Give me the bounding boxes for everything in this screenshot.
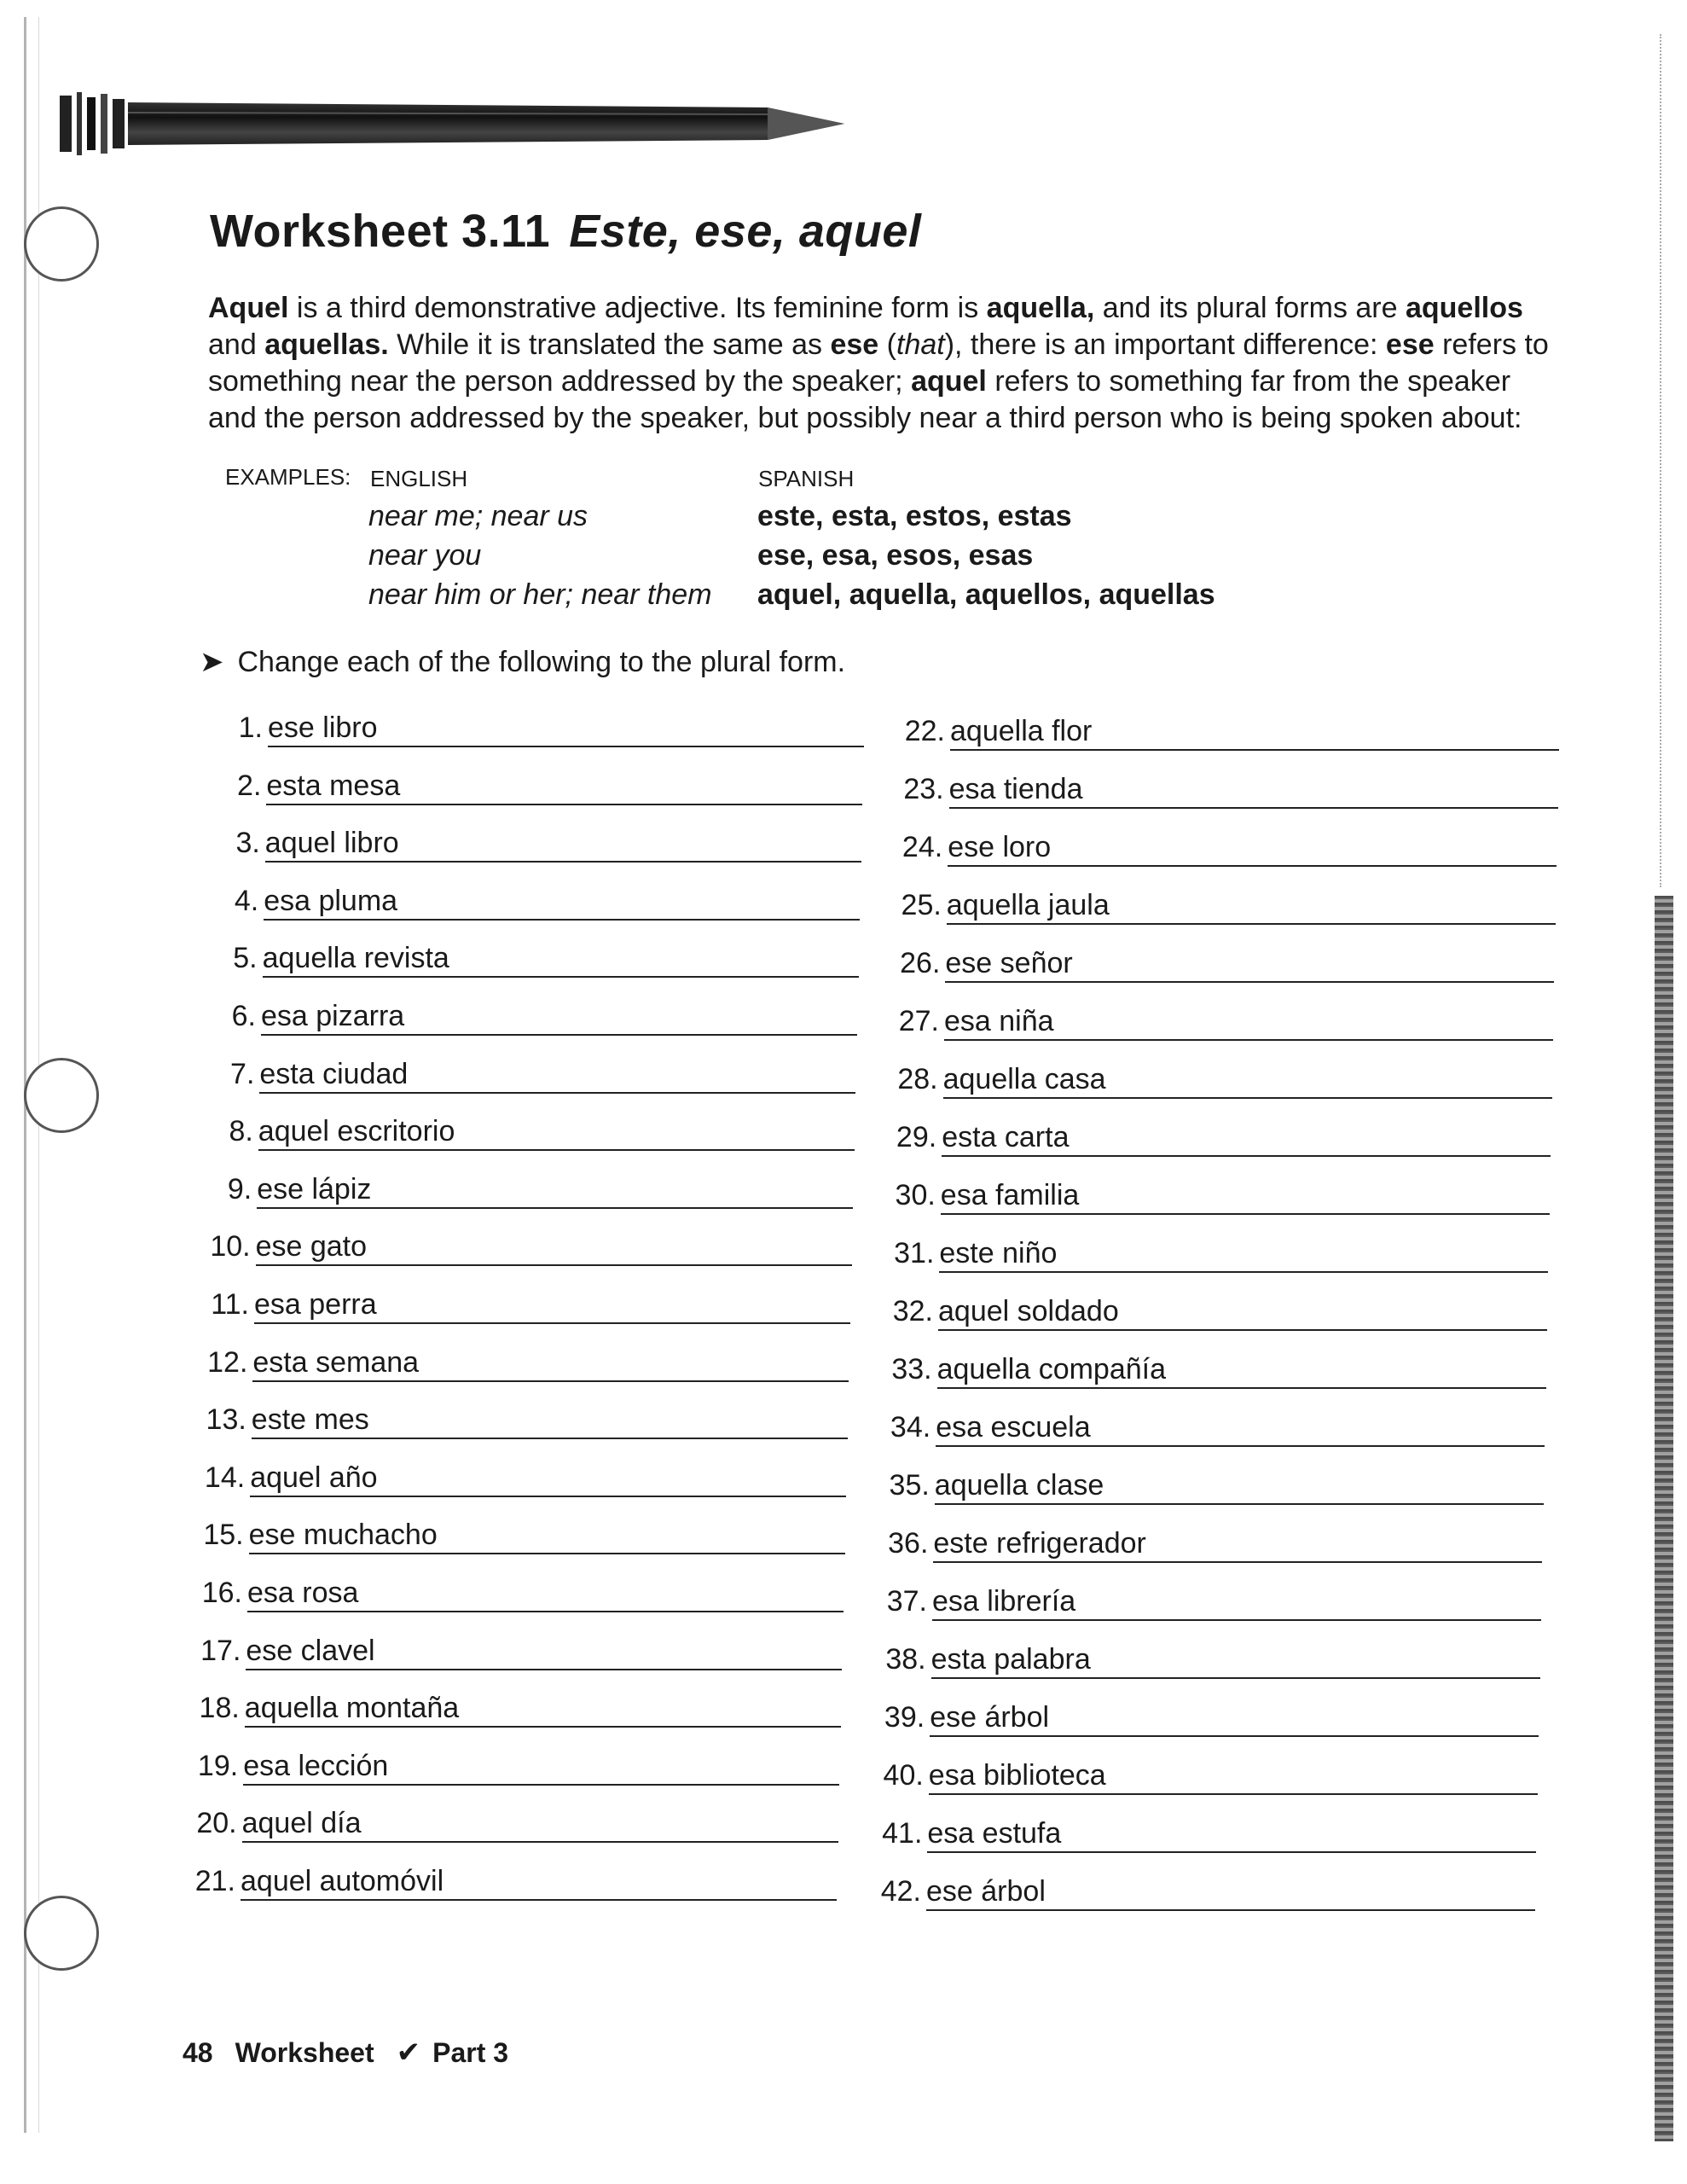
exercise-word: esa librería <box>932 1585 1079 1618</box>
exercise-number: 27. <box>898 1005 939 1037</box>
answer-line[interactable] <box>936 1445 1545 1447</box>
exercise-item <box>870 1875 1535 1920</box>
answer-line[interactable] <box>245 1726 841 1728</box>
exercise-word: ese lápiz <box>257 1173 374 1206</box>
intro-text: and <box>208 328 265 361</box>
answer-line[interactable] <box>942 1155 1551 1157</box>
example-english: near me; near us <box>368 500 588 532</box>
exercise-word: este mes <box>252 1403 373 1437</box>
answer-line[interactable] <box>950 749 1559 751</box>
exercise-word: este niño <box>939 1237 1060 1270</box>
exercise-item <box>883 1237 1548 1281</box>
exercise-item <box>209 827 861 871</box>
exercise-word: ese gato <box>256 1230 370 1263</box>
exercise-number: 40. <box>883 1759 924 1792</box>
answer-line[interactable] <box>947 923 1556 925</box>
exercise-number: 18. <box>199 1692 240 1725</box>
exercise-item <box>871 1817 1536 1862</box>
answer-line[interactable] <box>254 1322 850 1324</box>
exercise-number: 25. <box>901 889 942 921</box>
exercise-item <box>891 831 1557 875</box>
answer-line[interactable] <box>945 981 1554 983</box>
answer-line[interactable] <box>264 919 860 921</box>
exercise-word: ese muchacho <box>249 1519 441 1552</box>
exercise-word: esa familia <box>941 1179 1083 1212</box>
exercise-item <box>202 1115 855 1159</box>
exercise-number: 11. <box>211 1288 249 1321</box>
arrow-icon: ➤ <box>200 646 224 678</box>
exercise-number: 33. <box>891 1353 932 1385</box>
intro-term-aquel: aquel <box>911 365 987 398</box>
exercise-number: 10. <box>210 1230 251 1263</box>
intro-text: refers to something near the person addressed by the speaker; <box>208 328 1549 398</box>
exercise-number: 39. <box>884 1701 925 1734</box>
answer-line[interactable] <box>261 1034 857 1036</box>
binder-hole-top <box>24 206 99 282</box>
exercise-number: 14. <box>204 1461 246 1494</box>
answer-line[interactable] <box>259 1092 855 1094</box>
exercise-word: aquella revista <box>263 942 453 975</box>
exercise-item <box>184 1865 837 1909</box>
exercise-item <box>887 1063 1552 1107</box>
exercise-item <box>194 1461 846 1506</box>
exercise-number: 22. <box>904 715 945 747</box>
answer-line[interactable] <box>250 1496 846 1497</box>
exercise-number: 23. <box>903 773 944 805</box>
exercise-number: 1. <box>238 712 263 744</box>
answer-line[interactable] <box>931 1677 1540 1679</box>
exercise-number: 20. <box>196 1807 237 1840</box>
intro-term-aquellas: aquellas. <box>264 328 389 361</box>
checkmark-icon: ✔ <box>396 2036 421 2069</box>
exercise-number: 26. <box>900 947 941 979</box>
answer-line[interactable] <box>937 1387 1546 1389</box>
exercise-number: 24. <box>901 831 943 863</box>
exercise-number: 13. <box>206 1403 246 1437</box>
answer-line[interactable] <box>268 746 864 747</box>
exercise-item <box>203 1058 855 1102</box>
intro-term-aquellos: aquellos <box>1405 292 1523 324</box>
intro-paragraph <box>208 290 1556 437</box>
exercise-word: esta ciudad <box>259 1058 411 1091</box>
exercise-item <box>187 1750 839 1794</box>
exercise-word: esa escuela <box>936 1411 1093 1444</box>
exercise-number: 36. <box>888 1527 929 1560</box>
exercise-word: aquella flor <box>950 715 1095 748</box>
exercise-item <box>879 1411 1545 1455</box>
exercise-word: aquella jaula <box>947 889 1113 922</box>
example-english: near you <box>368 539 482 572</box>
exercise-item <box>206 942 859 986</box>
answer-line[interactable] <box>243 1784 839 1786</box>
answer-line[interactable] <box>944 1039 1553 1041</box>
exercise-item <box>210 770 862 814</box>
exercise-number: 3. <box>235 827 260 860</box>
exercise-word: aquella casa <box>943 1063 1110 1096</box>
exercise-item <box>872 1759 1538 1804</box>
exercise-word: esta palabra <box>931 1643 1094 1676</box>
example-spanish: aquel, aquella, aquellos, aquellas <box>757 578 1215 611</box>
exercise-word: ese señor <box>945 947 1075 980</box>
exercise-item <box>191 1577 844 1621</box>
answer-line[interactable] <box>949 807 1558 809</box>
exercise-item <box>193 1519 845 1563</box>
exercise-number: 5. <box>233 942 258 975</box>
exercise-item <box>885 1121 1551 1165</box>
exercise-item <box>876 1585 1541 1629</box>
intro-term-that: that <box>896 328 945 361</box>
example-spanish: este, esta, estos, estas <box>757 500 1072 532</box>
title-subtitle: Este, ese, aquel <box>569 206 922 257</box>
exercise-item <box>884 1179 1550 1223</box>
footer-part: Part 3 <box>432 2037 509 2068</box>
exercise-word: esta mesa <box>266 770 403 803</box>
exercise-item <box>189 1635 842 1679</box>
page-number: 48 <box>183 2037 213 2068</box>
exercise-item <box>889 947 1554 991</box>
exercise-number: 35. <box>889 1469 930 1502</box>
answer-line[interactable] <box>935 1503 1544 1505</box>
exercise-word: esa pizarra <box>261 1000 408 1033</box>
exercise-number: 19. <box>197 1749 239 1782</box>
exercise-word: aquella clase <box>935 1469 1107 1502</box>
exercise-item <box>878 1469 1544 1513</box>
intro-text: refers to something far from the speaker and the person addressed by the speaker, but possibly near a third person who is being spoken about: <box>208 365 1522 434</box>
examples-header-spanish: SPANISH <box>758 466 855 491</box>
intro-text: While it is translated the same as <box>388 328 831 361</box>
example-spanish: ese, esa, esos, esas <box>757 539 1034 572</box>
footer-label: Worksheet <box>235 2037 374 2068</box>
exercise-item <box>894 715 1559 759</box>
exercise-word: ese libro <box>268 712 381 745</box>
answer-line[interactable] <box>926 1909 1535 1911</box>
answer-line[interactable] <box>252 1438 848 1439</box>
exercise-number: 4. <box>234 884 259 917</box>
binder-hole-middle <box>24 1058 99 1133</box>
answer-line[interactable] <box>241 1899 837 1901</box>
intro-text: ), there is an important difference: <box>944 328 1386 361</box>
exercise-number: 30. <box>895 1179 936 1211</box>
exercise-item <box>198 1288 850 1333</box>
answer-line[interactable] <box>252 1380 849 1382</box>
exercise-number: 29. <box>896 1121 937 1153</box>
exercise-item <box>877 1527 1542 1571</box>
exercise-word: esta semana <box>252 1346 422 1380</box>
exercise-word: ese loro <box>948 831 1054 864</box>
exercise-word: esa rosa <box>247 1577 362 1610</box>
examples-row <box>225 500 1334 537</box>
answer-line[interactable] <box>941 1213 1550 1215</box>
answer-line[interactable] <box>938 1329 1547 1331</box>
examples-row <box>225 578 1334 616</box>
exercise-item <box>212 712 864 756</box>
answer-line[interactable] <box>933 1561 1542 1563</box>
intro-term-aquel: Aquel <box>208 292 289 324</box>
exercise-item <box>195 1403 848 1448</box>
exercise-word: aquel libro <box>265 827 403 860</box>
exercise-item <box>890 889 1556 933</box>
exercise-word: esta carta <box>942 1121 1072 1154</box>
exercise-number: 28. <box>897 1063 938 1095</box>
exercise-number: 2. <box>237 769 262 802</box>
binder-hole-bottom <box>24 1896 99 1971</box>
exercise-number: 7. <box>230 1057 255 1090</box>
title-text: Worksheet 3.11 <box>210 206 551 257</box>
exercise-word: aquel soldado <box>938 1295 1122 1328</box>
pencil-icon <box>60 85 853 162</box>
answer-line[interactable] <box>929 1793 1538 1795</box>
exercise-word: aquella montaña <box>245 1692 462 1725</box>
exercise-word: esa estufa <box>927 1817 1064 1850</box>
exercise-number: 16. <box>201 1577 242 1609</box>
answer-line[interactable] <box>927 1851 1536 1853</box>
exercise-word: esa pluma <box>264 885 401 918</box>
exercise-item <box>205 1000 857 1044</box>
answer-line[interactable] <box>263 976 859 978</box>
exercise-number: 34. <box>890 1411 931 1443</box>
example-english: near him or her; near them <box>368 578 712 611</box>
exercise-item <box>188 1692 841 1736</box>
exercise-item <box>200 1230 852 1275</box>
exercise-word: aquel automóvil <box>241 1865 447 1898</box>
exercise-number: 6. <box>231 1000 256 1032</box>
exercise-word: ese árbol <box>926 1875 1049 1908</box>
exercise-word: esa lección <box>243 1750 391 1783</box>
exercise-word: esa tienda <box>949 773 1087 806</box>
answer-line[interactable] <box>939 1271 1548 1273</box>
answer-line[interactable] <box>266 804 862 805</box>
answer-line[interactable] <box>930 1735 1539 1737</box>
exercise-word: aquella compañía <box>937 1353 1169 1386</box>
instruction <box>200 645 845 679</box>
exercise-item <box>207 885 860 929</box>
exercise-item <box>875 1643 1540 1687</box>
exercise-item <box>881 1353 1546 1397</box>
intro-term-aquella: aquella, <box>986 292 1095 324</box>
exercise-number: 17. <box>200 1634 241 1667</box>
exercise-number: 31. <box>894 1237 935 1269</box>
exercise-number: 8. <box>229 1115 253 1148</box>
exercise-word: ese árbol <box>930 1701 1052 1734</box>
exercise-item <box>893 773 1558 817</box>
exercise-number: 38. <box>885 1643 926 1676</box>
answer-line[interactable] <box>258 1149 855 1151</box>
worksheet-title <box>210 205 921 258</box>
answer-line[interactable] <box>249 1553 845 1554</box>
exercise-word: aquel año <box>250 1461 380 1495</box>
answer-line[interactable] <box>256 1264 852 1266</box>
exercise-word: aquel día <box>242 1807 365 1840</box>
intro-text: ( <box>878 328 896 361</box>
exercise-word: aquel escritorio <box>258 1115 459 1148</box>
answer-line[interactable] <box>265 861 861 863</box>
exercise-number: 15. <box>203 1519 244 1552</box>
exercise-item <box>186 1807 838 1851</box>
exercise-number: 12. <box>207 1345 248 1379</box>
exercise-number: 41. <box>882 1817 923 1850</box>
exercise-number: 21. <box>194 1865 235 1897</box>
exercise-word: ese clavel <box>246 1635 378 1668</box>
scan-edge-right <box>1655 896 1673 2141</box>
answer-line[interactable] <box>247 1611 844 1612</box>
examples-row <box>225 539 1334 577</box>
exercise-item <box>196 1346 849 1391</box>
intro-term-ese: ese <box>830 328 879 361</box>
answer-line[interactable] <box>246 1669 842 1670</box>
answer-line[interactable] <box>932 1619 1541 1621</box>
answer-line[interactable] <box>257 1207 853 1209</box>
exercise-word: esa biblioteca <box>929 1759 1110 1792</box>
exercise-word: este refrigerador <box>933 1527 1149 1560</box>
answer-line[interactable] <box>242 1841 838 1843</box>
examples-header-english: ENGLISH <box>370 466 468 491</box>
exercise-item <box>882 1295 1547 1339</box>
exercise-item <box>888 1005 1553 1049</box>
scan-edge-right-light <box>1656 34 1661 887</box>
page-footer <box>183 2036 530 2070</box>
exercise-number: 9. <box>227 1172 252 1205</box>
answer-line[interactable] <box>943 1097 1552 1099</box>
examples-label: EXAMPLES: <box>225 464 351 490</box>
answer-line[interactable] <box>948 865 1557 867</box>
exercise-number: 37. <box>886 1585 927 1618</box>
exercise-number: 42. <box>880 1875 921 1908</box>
instruction-text: Change each of the following to the plural form. <box>237 646 846 678</box>
intro-text: is a third demonstrative adjective. Its feminine form is <box>288 292 987 324</box>
exercise-item <box>873 1701 1539 1745</box>
intro-text: and its plural forms are <box>1094 292 1406 324</box>
exercise-item <box>200 1173 853 1217</box>
exercise-word: esa niña <box>944 1005 1058 1038</box>
exercise-number: 32. <box>892 1295 933 1327</box>
exercise-word: esa perra <box>254 1288 380 1321</box>
intro-term-ese: ese <box>1385 328 1435 361</box>
